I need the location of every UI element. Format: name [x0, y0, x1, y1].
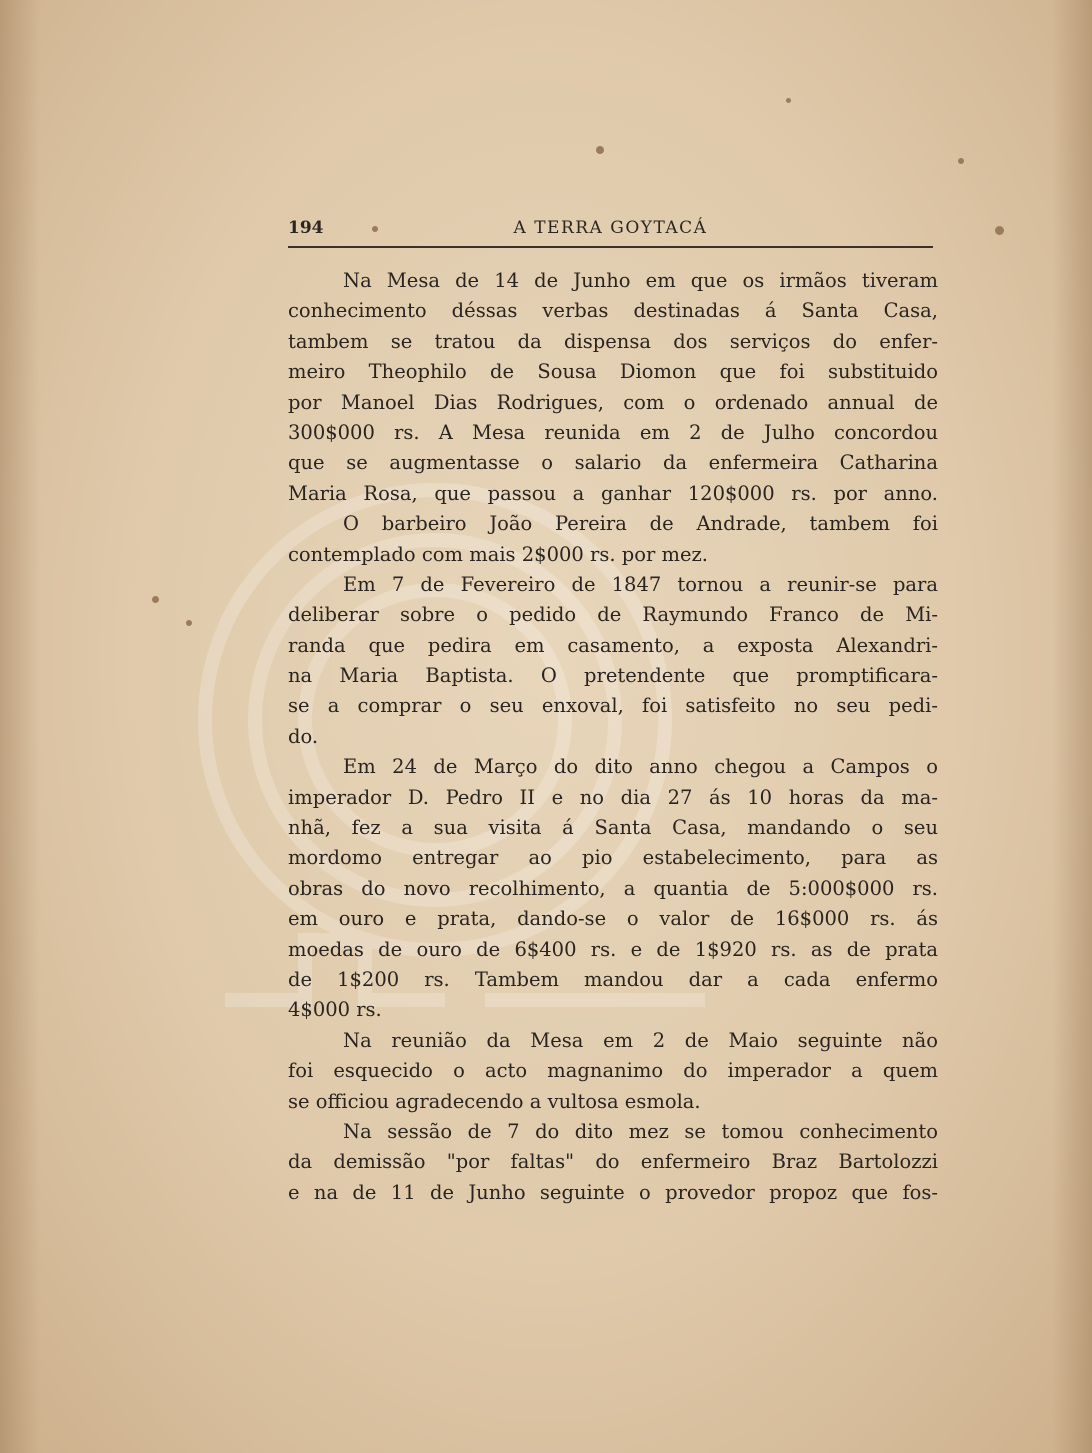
- text-line: Em 24 de Março do dito anno chegou a Campos o: [343, 755, 938, 779]
- text-line: nhã, fez a sua visita á Santa Casa, mandando o seu: [288, 816, 938, 840]
- paper-stain: [958, 158, 964, 164]
- running-title: A TERRA GOYTACÁ: [513, 218, 708, 238]
- text-line: de 1$200 rs. Tambem mandou dar a cada enfermo: [288, 967, 938, 991]
- text-line: Maria Rosa, que passou a ganhar 120$000 rs. por anno.: [288, 481, 938, 505]
- text-line: obras do novo recolhimento, a quantia de 5:000$000 rs.: [288, 876, 938, 900]
- page-number: 194: [288, 218, 324, 238]
- text-line: mordomo entregar ao pio estabelecimento, para as: [288, 846, 938, 870]
- text-line: Na reunião da Mesa em 2 de Maio seguinte não: [343, 1028, 938, 1052]
- text-line: tambem se tratou da dispensa dos serviços do enfer-: [288, 329, 938, 353]
- text-line: da demissão "por faltas" do enfermeiro Braz Bartolozzi: [288, 1150, 938, 1174]
- running-header: [288, 216, 933, 248]
- text-line: do.: [288, 724, 319, 748]
- text-line: Na sessão de 7 do dito mez se tomou conhecimento: [343, 1119, 938, 1143]
- text-line: imperador D. Pedro II e no dia 27 ás 10 horas da ma-: [288, 785, 938, 809]
- text-line: foi esquecido o acto magnanimo do imperador a quem: [288, 1059, 938, 1083]
- text-line: contemplado com mais 2$000 rs. por mez.: [288, 542, 708, 566]
- text-line: conhecimento déssas verbas destinadas á Santa Casa,: [288, 299, 938, 323]
- text-line: moedas de ouro de 6$400 rs. e de 1$920 rs. as de prata: [288, 937, 938, 961]
- text-line: meiro Theophilo de Sousa Diomon que foi substituido: [288, 360, 938, 384]
- paper-stain: [786, 98, 791, 103]
- text-line: se officiou agradecendo a vultosa esmola.: [288, 1089, 701, 1113]
- paper-stain: [152, 596, 159, 603]
- paper-stain: [596, 146, 604, 154]
- text-line: Na Mesa de 14 de Junho em que os irmãos tiveram: [343, 269, 938, 292]
- text-line: na Maria Baptista. O pretendente que promptificara-: [288, 664, 938, 688]
- text-line: Em 7 de Fevereiro de 1847 tornou a reunir-se para: [343, 572, 938, 596]
- text-line: por Manoel Dias Rodrigues, com o ordenado annual de: [288, 390, 938, 414]
- text-line: e na de 11 de Junho seguinte o provedor propoz que fos-: [288, 1180, 938, 1204]
- text-line: se a comprar o seu enxoval, foi satisfeito no seu pedi-: [288, 694, 938, 718]
- body-text: [288, 266, 938, 1208]
- text-line: O barbeiro João Pereira de Andrade, tambem foi: [343, 512, 938, 536]
- text-line: randa que pedira em casamento, a exposta Alexandri-: [288, 633, 938, 657]
- paper-stain: [995, 226, 1004, 235]
- text-line: deliberar sobre o pedido de Raymundo Franco de Mi-: [288, 603, 938, 627]
- text-line: 4$000 rs.: [288, 998, 382, 1022]
- text-line: que se augmentasse o salario da enfermeira Catharina: [288, 451, 938, 475]
- paper-stain: [186, 620, 192, 626]
- page-shadow-left: [0, 0, 40, 1453]
- text-line: 300$000 rs. A Mesa reunida em 2 de Julho concordou: [288, 420, 938, 444]
- page-shadow-right: [1052, 0, 1092, 1453]
- text-line: em ouro e prata, dando-se o valor de 16$000 rs. ás: [288, 907, 938, 931]
